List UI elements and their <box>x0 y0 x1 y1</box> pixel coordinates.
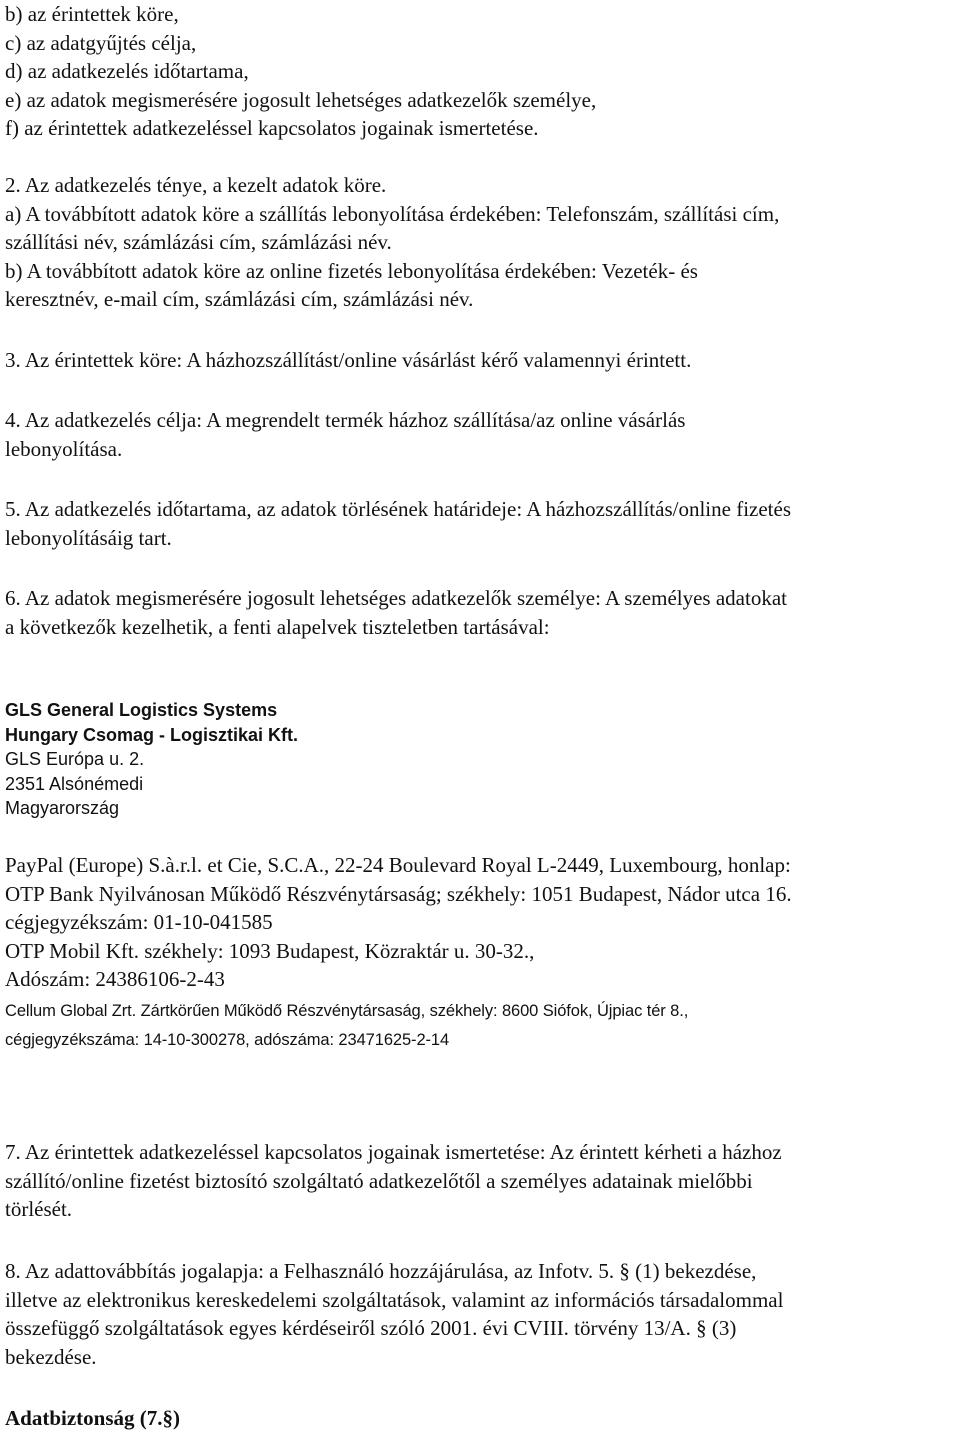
gls-company-name-2: Hungary Csomag - Logisztikai Kft. <box>5 724 299 745</box>
cellum-line: cégjegyzékszáma: 14-10-300278, adószáma: 23471625-2-14 <box>5 1030 450 1049</box>
section-8-line: illetve az elektronikus kereskedelemi szolgáltatások, valamint az információs társadalommal <box>5 1287 784 1312</box>
section-8-line: összefüggő szolgáltatások egyes kérdéseiről szóló 2001. évi CVIII. törvény 13/A. § (3) <box>5 1316 737 1340</box>
processors-list <box>5 851 792 994</box>
processor-paypal: PayPal (Europe) S.à.r.l. et Cie, S.C.A., 22-24 Boulevard Royal L-2449, Luxembourg, honlap: <box>5 853 791 877</box>
section-6-line: a következők kezelhetik, a fenti alapelvek tiszteletben tartásával: <box>5 614 550 639</box>
section-2-line: keresztnév, e-mail cím, számlázási cím, számlázási név. <box>5 287 474 311</box>
section-3 <box>5 346 691 375</box>
list-continuation <box>5 0 596 143</box>
section-2-line: a) A továbbított adatok köre a szállítás lebonyolítása érdekében: Telefonszám, szállítási cím, <box>5 201 780 226</box>
gls-company-name-1: GLS General Logistics Systems <box>5 700 278 720</box>
section-4-line: lebonyolítása. <box>5 436 123 461</box>
section-7-line: szállító/online fizetést biztosító szolgáltató adatkezelőtől a személyes adatainak mielőbbi <box>5 1168 753 1193</box>
heading-security: Adatbiztonság (7.§) <box>5 1406 181 1430</box>
cellum-line: Cellum Global Zrt. Zártkörűen Működő Részvénytársaság, székhely: 8600 Siófok, Újpiac tér 8., <box>5 1002 689 1020</box>
section-2-line: b) A továbbított adatok köre az online fizetés lebonyolítása érdekében: Vezeték- és <box>5 258 698 283</box>
section-7-line: törlését. <box>5 1197 73 1221</box>
section-8-line: 8. Az adattovábbítás jogalapja: a Felhasználó hozzájárulása, az Infotv. 5. § (1) bekezdése, <box>5 1259 757 1283</box>
section-7 <box>5 1138 782 1224</box>
processor-cellum <box>5 997 688 1054</box>
section-2-line: 2. Az adatkezelés ténye, a kezelt adatok köre. <box>5 173 387 197</box>
section-3-line: 3. Az érintettek köre: A házhozszállítást/online vásárlást kérő valamennyi érintett. <box>5 348 692 372</box>
section-5 <box>5 495 791 552</box>
gls-address <box>5 698 298 821</box>
list-line-d: d) az adatkezelés időtartama, <box>5 59 249 83</box>
list-line-f: f) az érintettek adatkezeléssel kapcsolatos jogainak ismertetése. <box>5 116 539 140</box>
section-7-line: 7. Az érintettek adatkezeléssel kapcsolatos jogainak ismertetése: Az érintett kérheti a házhoz <box>5 1140 782 1164</box>
section-2 <box>5 171 779 314</box>
processor-otp-bank-reg: cégjegyzékszám: 01-10-041585 <box>5 910 273 934</box>
section-4-line: 4. Az adatkezelés célja: A megrendelt termék házhoz szállítása/az online vásárlás <box>5 408 686 432</box>
gls-country: Magyarország <box>5 798 120 818</box>
section-6 <box>5 584 787 641</box>
section-2-line: szállítási név, számlázási cím, számlázási név. <box>5 230 392 254</box>
processor-otp-mobil-tax: Adószám: 24386106-2-43 <box>5 967 225 991</box>
list-line-e: e) az adatok megismerésére jogosult lehetséges adatkezelők személye, <box>5 87 597 112</box>
processor-otp-mobil: OTP Mobil Kft. székhely: 1093 Budapest, Közraktár u. 30-32., <box>5 938 535 963</box>
processor-otp-bank: OTP Bank Nyilvánosan Működő Részvénytársaság; székhely: 1051 Budapest, Nádor utca 16. <box>5 881 792 906</box>
section-8 <box>5 1257 783 1371</box>
gls-city: 2351 Alsónémedi <box>5 773 144 794</box>
gls-street: GLS Európa u. 2. <box>5 749 145 769</box>
section-5-line: lebonyolításáig tart. <box>5 525 172 550</box>
section-8-line: bekezdése. <box>5 1344 97 1369</box>
section-5-line: 5. Az adatkezelés időtartama, az adatok törlésének határideje: A házhozszállítás/online fizetés <box>5 497 791 521</box>
section-6-line: 6. Az adatok megismerésére jogosult lehetséges adatkezelők személye: A személyes adatokat <box>5 586 787 610</box>
section-4 <box>5 406 685 463</box>
list-line-b: b) az érintettek köre, <box>5 2 179 26</box>
list-line-c: c) az adatgyűjtés célja, <box>5 30 197 55</box>
